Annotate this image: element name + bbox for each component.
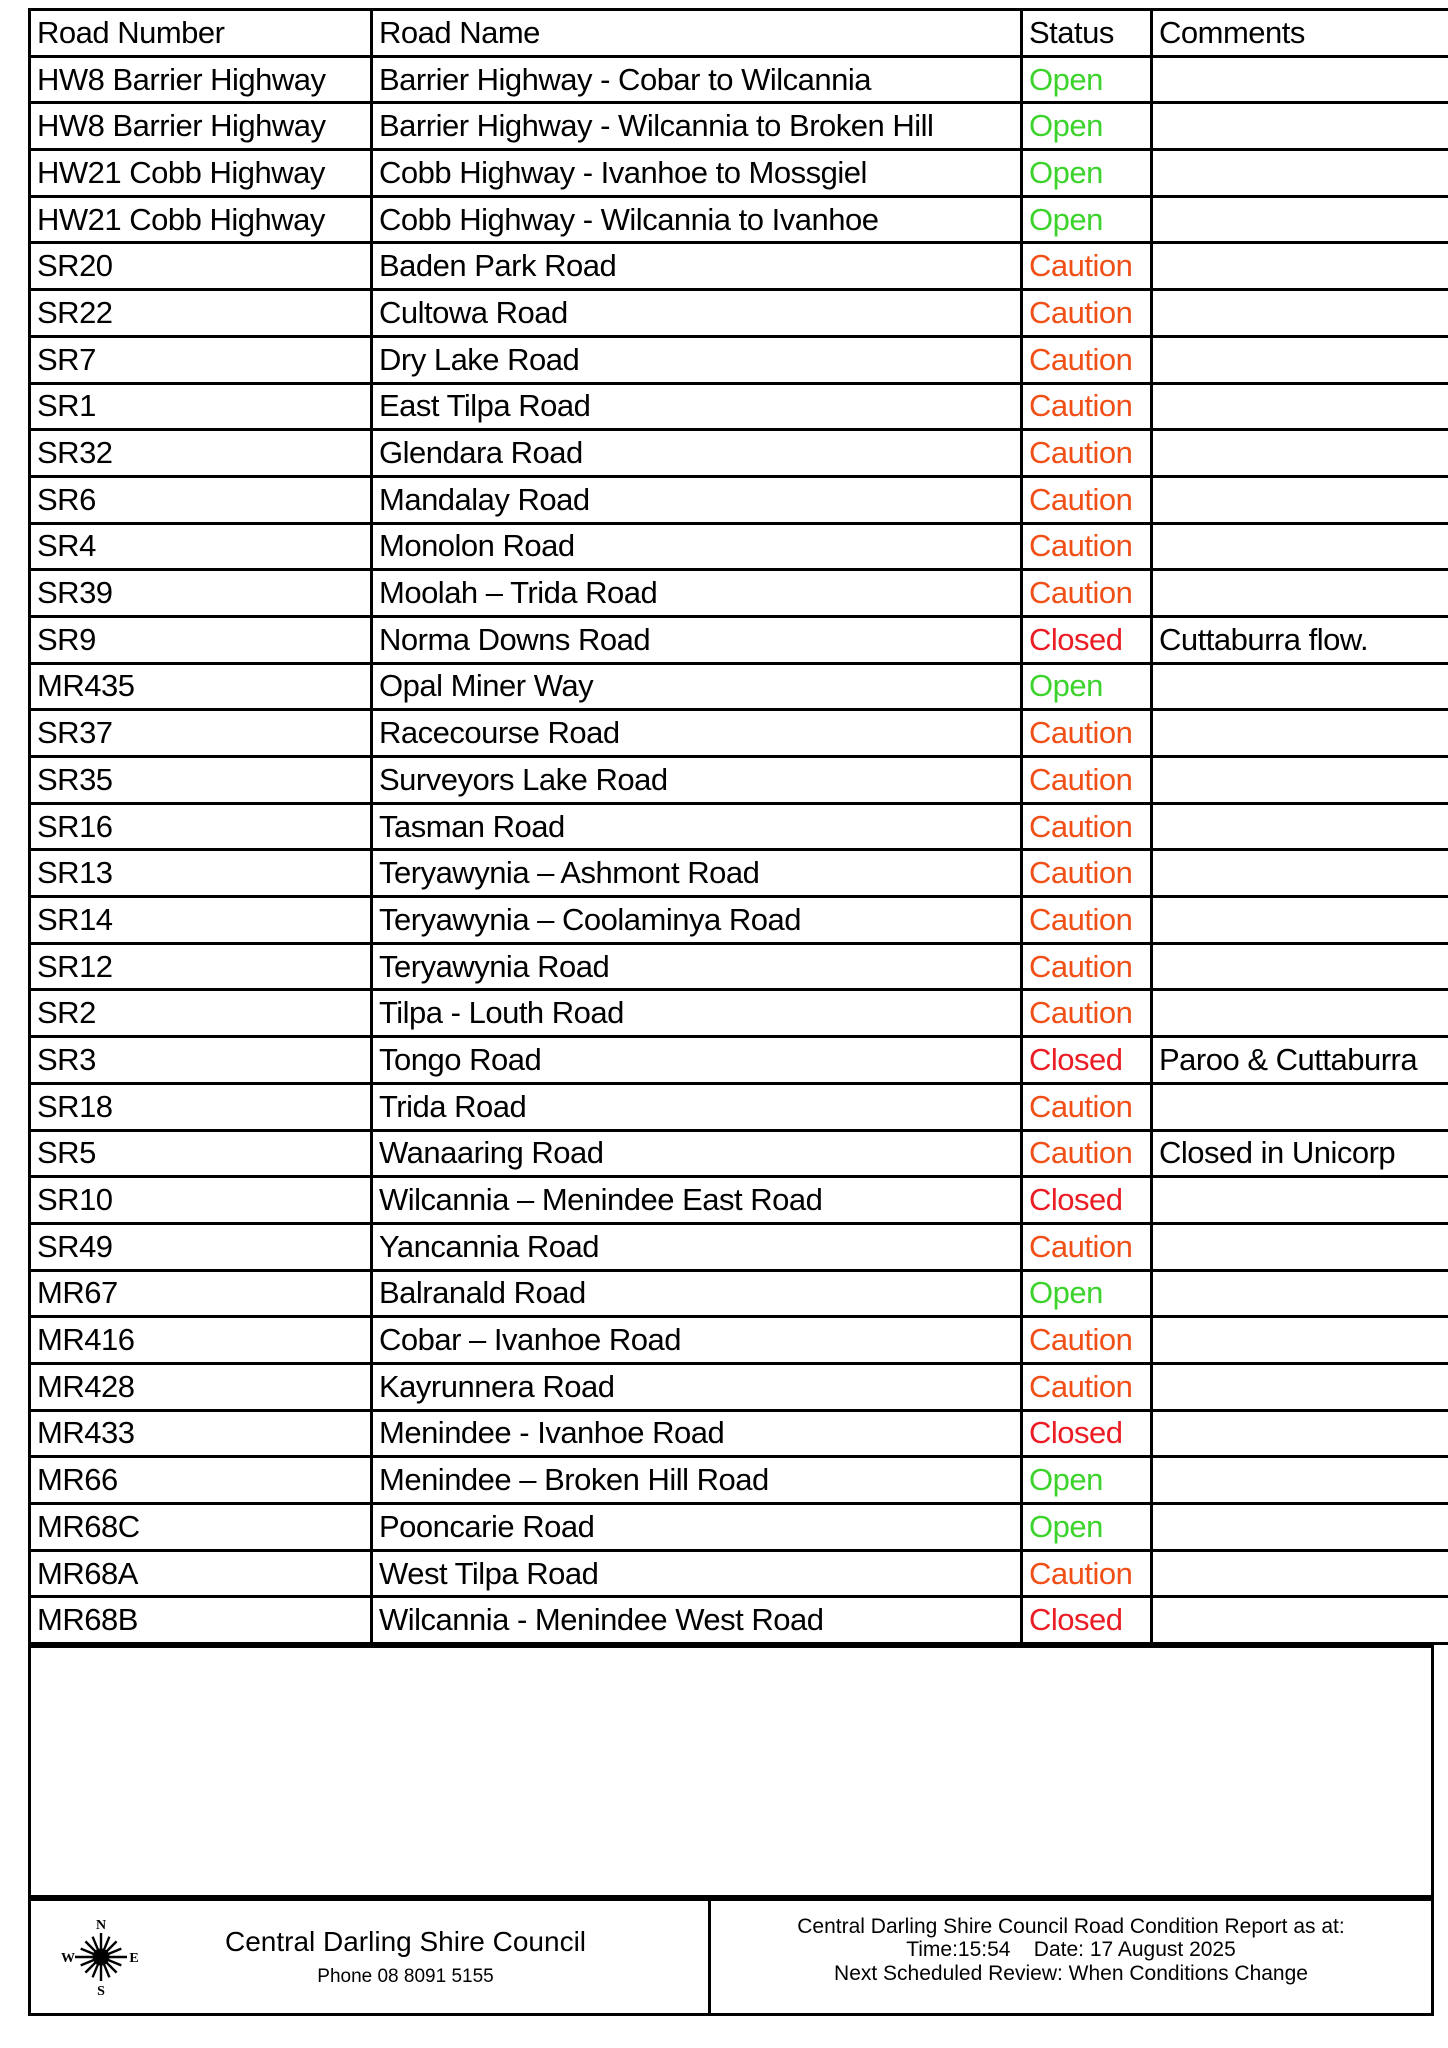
road-number-cell: SR5 — [30, 1130, 372, 1177]
table-row — [30, 150, 1448, 197]
comment-cell — [1152, 710, 1448, 757]
comment-cell — [1152, 943, 1448, 990]
road-name-cell: Yancannia Road — [372, 1223, 1022, 1270]
road-name-cell: Menindee - Ivanhoe Road — [372, 1410, 1022, 1457]
road-name-cell: Cobb Highway - Ivanhoe to Mossgiel — [372, 150, 1022, 197]
table-row — [30, 476, 1448, 523]
table-row — [30, 757, 1448, 804]
table-row — [30, 1504, 1448, 1551]
table-row — [30, 943, 1448, 990]
table-row — [30, 803, 1448, 850]
road-number-cell: SR3 — [30, 1037, 372, 1084]
table-row — [30, 850, 1448, 897]
comment-cell — [1152, 1597, 1448, 1644]
status-cell: Caution — [1022, 430, 1152, 477]
road-number-cell: SR7 — [30, 336, 372, 383]
status-cell: Caution — [1022, 990, 1152, 1037]
road-number-cell: SR1 — [30, 383, 372, 430]
status-cell: Closed — [1022, 1177, 1152, 1224]
table-row — [30, 570, 1448, 617]
road-number-cell: MR66 — [30, 1457, 372, 1504]
table-row — [30, 383, 1448, 430]
table-row — [30, 290, 1448, 337]
status-cell: Caution — [1022, 757, 1152, 804]
road-number-cell: SR10 — [30, 1177, 372, 1224]
comment-cell — [1152, 103, 1448, 150]
road-name-cell: West Tilpa Road — [372, 1550, 1022, 1597]
road-number-cell: HW8 Barrier Highway — [30, 56, 372, 103]
road-name-cell: Opal Miner Way — [372, 663, 1022, 710]
table-row — [30, 616, 1448, 663]
road-name-cell: Balranald Road — [372, 1270, 1022, 1317]
road-number-cell: MR433 — [30, 1410, 372, 1457]
table-row — [30, 710, 1448, 757]
table-row — [30, 663, 1448, 710]
comment-cell — [1152, 336, 1448, 383]
road-number-cell: MR428 — [30, 1363, 372, 1410]
comment-cell — [1152, 803, 1448, 850]
council-text-block — [143, 1926, 708, 1988]
road-name-cell: Glendara Road — [372, 430, 1022, 477]
road-condition-table — [28, 8, 1448, 1645]
road-number-cell: MR67 — [30, 1270, 372, 1317]
status-cell: Closed — [1022, 1597, 1152, 1644]
table-row — [30, 1363, 1448, 1410]
road-number-cell: SR32 — [30, 430, 372, 477]
compass-north-label: N — [95, 1918, 107, 1933]
comment-cell — [1152, 1223, 1448, 1270]
road-name-cell: Tongo Road — [372, 1037, 1022, 1084]
status-cell: Open — [1022, 103, 1152, 150]
road-number-cell: HW8 Barrier Highway — [30, 103, 372, 150]
road-name-cell: Moolah – Trida Road — [372, 570, 1022, 617]
table-row — [30, 1130, 1448, 1177]
road-number-cell: SR4 — [30, 523, 372, 570]
table-row — [30, 897, 1448, 944]
road-name-cell: Kayrunnera Road — [372, 1363, 1022, 1410]
comment-cell — [1152, 1317, 1448, 1364]
comment-cell — [1152, 150, 1448, 197]
comment-cell — [1152, 243, 1448, 290]
comment-cell — [1152, 663, 1448, 710]
comment-cell — [1152, 383, 1448, 430]
status-cell: Caution — [1022, 290, 1152, 337]
status-cell: Open — [1022, 663, 1152, 710]
table-row — [30, 1597, 1448, 1644]
road-name-cell: Teryawynia – Ashmont Road — [372, 850, 1022, 897]
table-row — [30, 1037, 1448, 1084]
road-name-cell: Racecourse Road — [372, 710, 1022, 757]
table-row — [30, 243, 1448, 290]
comment-cell — [1152, 290, 1448, 337]
table-row — [30, 1270, 1448, 1317]
comment-cell — [1152, 1177, 1448, 1224]
header-road-number: Road Number — [30, 10, 372, 57]
road-number-cell: SR18 — [30, 1083, 372, 1130]
comment-cell — [1152, 1363, 1448, 1410]
status-cell: Open — [1022, 150, 1152, 197]
table-header-row — [30, 10, 1448, 57]
road-name-cell: Surveyors Lake Road — [372, 757, 1022, 804]
comment-cell — [1152, 196, 1448, 243]
road-name-cell: Wilcannia - Menindee West Road — [372, 1597, 1022, 1644]
comment-cell: Closed in Unicorp — [1152, 1130, 1448, 1177]
road-name-cell: Cobar – Ivanhoe Road — [372, 1317, 1022, 1364]
comment-cell — [1152, 570, 1448, 617]
road-name-cell: Cobb Highway - Wilcannia to Ivanhoe — [372, 196, 1022, 243]
table-row — [30, 990, 1448, 1037]
status-cell: Caution — [1022, 850, 1152, 897]
table-row — [30, 1177, 1448, 1224]
road-number-cell: MR435 — [30, 663, 372, 710]
table-row — [30, 103, 1448, 150]
status-cell: Closed — [1022, 1037, 1152, 1084]
status-cell: Caution — [1022, 1223, 1152, 1270]
table-row — [30, 1083, 1448, 1130]
council-name: Central Darling Shire Council — [224, 1926, 587, 1957]
road-number-cell: SR6 — [30, 476, 372, 523]
comment-cell — [1152, 56, 1448, 103]
comment-cell: Paroo & Cuttaburra — [1152, 1037, 1448, 1084]
road-number-cell: HW21 Cobb Highway — [30, 196, 372, 243]
comment-cell — [1152, 1270, 1448, 1317]
comment-cell — [1152, 1083, 1448, 1130]
road-name-cell: Wanaaring Road — [372, 1130, 1022, 1177]
comment-cell — [1152, 1410, 1448, 1457]
road-number-cell: SR2 — [30, 990, 372, 1037]
comment-cell — [1152, 476, 1448, 523]
road-name-cell: Wilcannia – Menindee East Road — [372, 1177, 1022, 1224]
road-name-cell: Pooncarie Road — [372, 1504, 1022, 1551]
status-cell: Caution — [1022, 897, 1152, 944]
road-number-cell: HW21 Cobb Highway — [30, 150, 372, 197]
status-cell: Open — [1022, 56, 1152, 103]
table-row — [30, 1317, 1448, 1364]
road-name-cell: Baden Park Road — [372, 243, 1022, 290]
road-name-cell: Teryawynia – Coolaminya Road — [372, 897, 1022, 944]
council-phone: Phone 08 8091 5155 — [317, 1966, 494, 1987]
road-name-cell: Teryawynia Road — [372, 943, 1022, 990]
status-cell: Caution — [1022, 1130, 1152, 1177]
road-name-cell: Menindee – Broken Hill Road — [372, 1457, 1022, 1504]
report-title-line: Central Darling Shire Council Road Condition Report as at: — [797, 1914, 1345, 1938]
road-number-cell: SR12 — [30, 943, 372, 990]
road-name-cell: Tasman Road — [372, 803, 1022, 850]
compass-icon — [59, 1915, 143, 1999]
road-number-cell: SR35 — [30, 757, 372, 804]
status-cell: Caution — [1022, 1083, 1152, 1130]
footer-report-info — [711, 1901, 1431, 2013]
road-name-cell: Mandalay Road — [372, 476, 1022, 523]
comment-cell: Cuttaburra flow. — [1152, 616, 1448, 663]
notes-empty-area — [28, 1645, 1434, 1898]
footer-council-cell — [31, 1901, 711, 2013]
road-number-cell: SR9 — [30, 616, 372, 663]
comment-cell — [1152, 1457, 1448, 1504]
road-number-cell: SR39 — [30, 570, 372, 617]
comment-cell — [1152, 430, 1448, 477]
comment-cell — [1152, 523, 1448, 570]
road-number-cell: MR416 — [30, 1317, 372, 1364]
table-row — [30, 1223, 1448, 1270]
table-row — [30, 1457, 1448, 1504]
status-cell: Open — [1022, 1457, 1152, 1504]
table-row — [30, 523, 1448, 570]
status-cell: Caution — [1022, 243, 1152, 290]
status-cell: Caution — [1022, 710, 1152, 757]
road-number-cell: SR13 — [30, 850, 372, 897]
comment-cell — [1152, 990, 1448, 1037]
table-row — [30, 430, 1448, 477]
comment-cell — [1152, 757, 1448, 804]
road-name-cell: Dry Lake Road — [372, 336, 1022, 383]
status-cell: Caution — [1022, 336, 1152, 383]
compass-south-label: S — [97, 1984, 105, 1999]
comment-cell — [1152, 1550, 1448, 1597]
road-number-cell: SR20 — [30, 243, 372, 290]
road-number-cell: SR14 — [30, 897, 372, 944]
status-cell: Caution — [1022, 1550, 1152, 1597]
status-cell: Open — [1022, 1504, 1152, 1551]
road-name-cell: Trida Road — [372, 1083, 1022, 1130]
status-cell: Closed — [1022, 616, 1152, 663]
road-table-body — [30, 56, 1448, 1643]
header-status: Status — [1022, 10, 1152, 57]
road-name-cell: Tilpa - Louth Road — [372, 990, 1022, 1037]
table-row — [30, 56, 1448, 103]
compass-west-label: W — [61, 1951, 75, 1966]
status-cell: Caution — [1022, 523, 1152, 570]
status-cell: Caution — [1022, 1363, 1152, 1410]
road-number-cell: SR49 — [30, 1223, 372, 1270]
road-number-cell: SR22 — [30, 290, 372, 337]
comment-cell — [1152, 850, 1448, 897]
road-name-cell: Barrier Highway - Cobar to Wilcannia — [372, 56, 1022, 103]
status-cell: Caution — [1022, 383, 1152, 430]
status-cell: Caution — [1022, 476, 1152, 523]
comment-cell — [1152, 897, 1448, 944]
report-datetime-line: Time:15:54 Date: 17 August 2025 — [906, 1938, 1236, 1962]
header-road-name: Road Name — [372, 10, 1022, 57]
road-name-cell: Monolon Road — [372, 523, 1022, 570]
status-cell: Caution — [1022, 803, 1152, 850]
road-name-cell: Norma Downs Road — [372, 616, 1022, 663]
table-row — [30, 196, 1448, 243]
report-review-line: Next Scheduled Review: When Conditions Change — [834, 1961, 1308, 1985]
status-cell: Open — [1022, 1270, 1152, 1317]
footer — [28, 1898, 1434, 2016]
table-row — [30, 336, 1448, 383]
table-row — [30, 1410, 1448, 1457]
road-number-cell: MR68C — [30, 1504, 372, 1551]
status-cell: Open — [1022, 196, 1152, 243]
road-name-cell: Cultowa Road — [372, 290, 1022, 337]
road-number-cell: MR68A — [30, 1550, 372, 1597]
road-name-cell: East Tilpa Road — [372, 383, 1022, 430]
comment-cell — [1152, 1504, 1448, 1551]
header-comments: Comments — [1152, 10, 1448, 57]
status-cell: Caution — [1022, 1317, 1152, 1364]
road-number-cell: MR68B — [30, 1597, 372, 1644]
compass-east-label: E — [129, 1951, 139, 1966]
status-cell: Caution — [1022, 570, 1152, 617]
table-row — [30, 1550, 1448, 1597]
status-cell: Caution — [1022, 943, 1152, 990]
road-number-cell: SR16 — [30, 803, 372, 850]
road-number-cell: SR37 — [30, 710, 372, 757]
road-name-cell: Barrier Highway - Wilcannia to Broken Hill — [372, 103, 1022, 150]
status-cell: Closed — [1022, 1410, 1152, 1457]
